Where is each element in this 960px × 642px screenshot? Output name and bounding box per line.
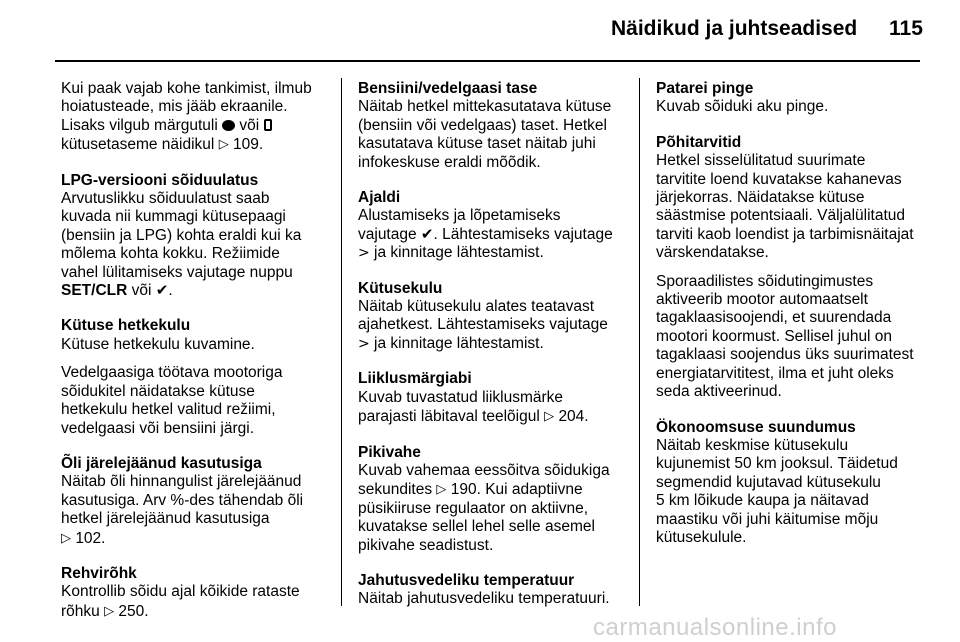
main-consumers-section: Põhitarvitid Hetkel sisselülitatud suurimate tarvitite loend kuvatakse kahanevas järjekorras. Näidatakse kütuse säästmise potentsiaali. Väljalülitatud tarviti kaob loendist ja tarbimisnäitajat värskendatakse. <box>656 134 932 263</box>
page-reference[interactable]: 109. <box>233 136 264 154</box>
column-divider <box>639 78 640 606</box>
chevron-right-icon: > <box>358 335 370 352</box>
main-consumers-paragraph: Sporaadilistes sõidutingimustes aktiveerib mootor automaatselt tagaklaasisoojendi, et suurendada mootori koormust. Sellisel juhul on tagaklaasi soojendus üks suurimatest energiatarvititest, ilma et juht oleks seda aktiveerinud. <box>656 272 914 401</box>
instant-consumption-paragraph: Vedelgaasiga töötava mootoriga sõidukitel näidatakse kütuse hetkekulu hetkel valitud režiimi, vedelgaasi või bensiini järgi. <box>61 364 283 437</box>
fuel-consumption-section: Kütusekulu Näitab kütusekulu alates teatavast ajahetkest. Lähtestamiseks vajutage > ja kinnitage lähtestamist. <box>358 280 636 354</box>
section-heading: Kütusekulu <box>358 279 443 297</box>
fuel-pump-icon <box>264 119 272 131</box>
instant-consumption-section: Kütuse hetkekulu Kütuse hetkekulu kuvamine. <box>61 317 339 354</box>
economy-trend-section: Ökonoomsuse suundumus Näitab keskmise kütusekulu kujunemist 50 km jooksul. Täidetud segmendid kujutavad kütusekulu 5 km lõikude kaupa ja näitavad maastiku või juhi käitumise mõju kütusekulule. <box>656 419 932 548</box>
filled-circle-icon <box>222 120 235 131</box>
timer-section: Ajaldi Alustamiseks ja lõpetamiseks vajutage ✔. Lähtestamiseks vajutage > ja kinnitage lähtestamist. <box>358 189 636 263</box>
section-heading: Ajaldi <box>358 189 401 207</box>
arrow-reference-icon: ▷ <box>104 602 115 618</box>
following-distance-section: Pikivahe Kuvab vahemaa eessõitva sõidukiga sekundites ▷ 190. Kui adaptiivne püsikiiruse regulaator on aktiivne, kuvatakse sellel lehel selle asemel pikivahe seadistust. <box>358 444 636 555</box>
coolant-temperature-section: Jahutusvedeliku temperatuur Näitab jahutusvedeliku temperatuuri. <box>358 572 636 609</box>
arrow-reference-icon: ▷ <box>61 529 71 545</box>
section-heading: LPG-versiooni sõiduulatus <box>61 171 259 189</box>
header-divider <box>55 60 920 62</box>
section-heading: Jahutusvedeliku temperatuur <box>358 571 575 589</box>
page-header <box>0 0 960 60</box>
column-2 <box>358 80 636 619</box>
column-1 <box>61 80 339 631</box>
arrow-reference-icon: ▷ <box>218 136 229 152</box>
arrow-reference-icon: ▷ <box>544 408 555 424</box>
checkmark-icon: ✔ <box>420 225 434 243</box>
section-heading: Patarei pinge <box>656 80 754 97</box>
watermark: carmanualsonline.info <box>593 614 837 641</box>
page-reference[interactable]: 250. <box>118 602 149 620</box>
page-number: 115 <box>889 17 923 40</box>
section-heading: Kütuse hetkekulu <box>61 317 191 335</box>
section-heading: Ökonoomsuse suundumus <box>656 418 856 436</box>
section-heading: Õli järelejäänud kasutusiga <box>61 454 262 472</box>
tire-pressure-section: Rehvirõhk Kontrollib sõidu ajal kõikide rataste rõhku ▷ 250. <box>61 565 339 621</box>
section-heading: Põhitarvitid <box>656 133 742 151</box>
page-reference[interactable]: 102. <box>75 529 106 547</box>
section-heading: Bensiini/vedelgaasi tase <box>358 80 538 97</box>
column-3 <box>656 80 932 557</box>
traffic-sign-section: Liiklusmärgiabi Kuvab tuvastatud liiklusmärke parajasti läbitaval teelõigul ▷ 204. <box>358 370 636 426</box>
checkmark-icon: ✔ <box>155 282 169 300</box>
button-name: SET/CLR <box>61 282 128 300</box>
section-heading: Rehvirõhk <box>61 564 137 582</box>
arrow-reference-icon: ▷ <box>436 481 447 497</box>
page-title: Näidikud ja juhtseadised <box>611 17 858 40</box>
chevron-right-icon: > <box>358 245 370 262</box>
fuel-level-section: Bensiini/vedelgaasi tase Näitab hetkel mittekasutatava kütuse (bensiin või vedelgaas) taset. Hetkel kasutatava kütuse taset näitab juhi infokeskuse eraldi mõõdik. <box>358 80 636 172</box>
oil-life-section: Õli järelejäänud kasutusiga Näitab õli hinnangulist järelejäänud kasutusiga. Arv %-des tähendab õli hetkel järelejäänud kasutusiga ▷ 102. <box>61 455 339 548</box>
section-heading: Liiklusmärgiabi <box>358 370 472 388</box>
battery-voltage-section: Patarei pinge Kuvab sõiduki aku pinge. <box>656 80 932 117</box>
fuel-warning-paragraph: Kui paak vajab kohe tankimist, ilmub hoiatusteade, mis jääb ekraanile. Lisaks vilgub märgutuli või kütusetaseme näidikul ▷ 109. <box>61 80 312 154</box>
lpg-range-section: LPG-versiooni sõiduulatus Arvutuslikku sõiduulatust saab kuvada nii kummagi kütusepaagi (bensiin ja LPG) kohta eraldi kui ka mõlema kohta kokku. Režiimide vahel lülitamiseks vajutage nuppu SET/CLR või ✔. <box>61 172 339 301</box>
section-heading: Pikivahe <box>358 443 421 461</box>
page-reference[interactable]: 204. <box>558 408 589 426</box>
column-divider <box>341 78 342 606</box>
